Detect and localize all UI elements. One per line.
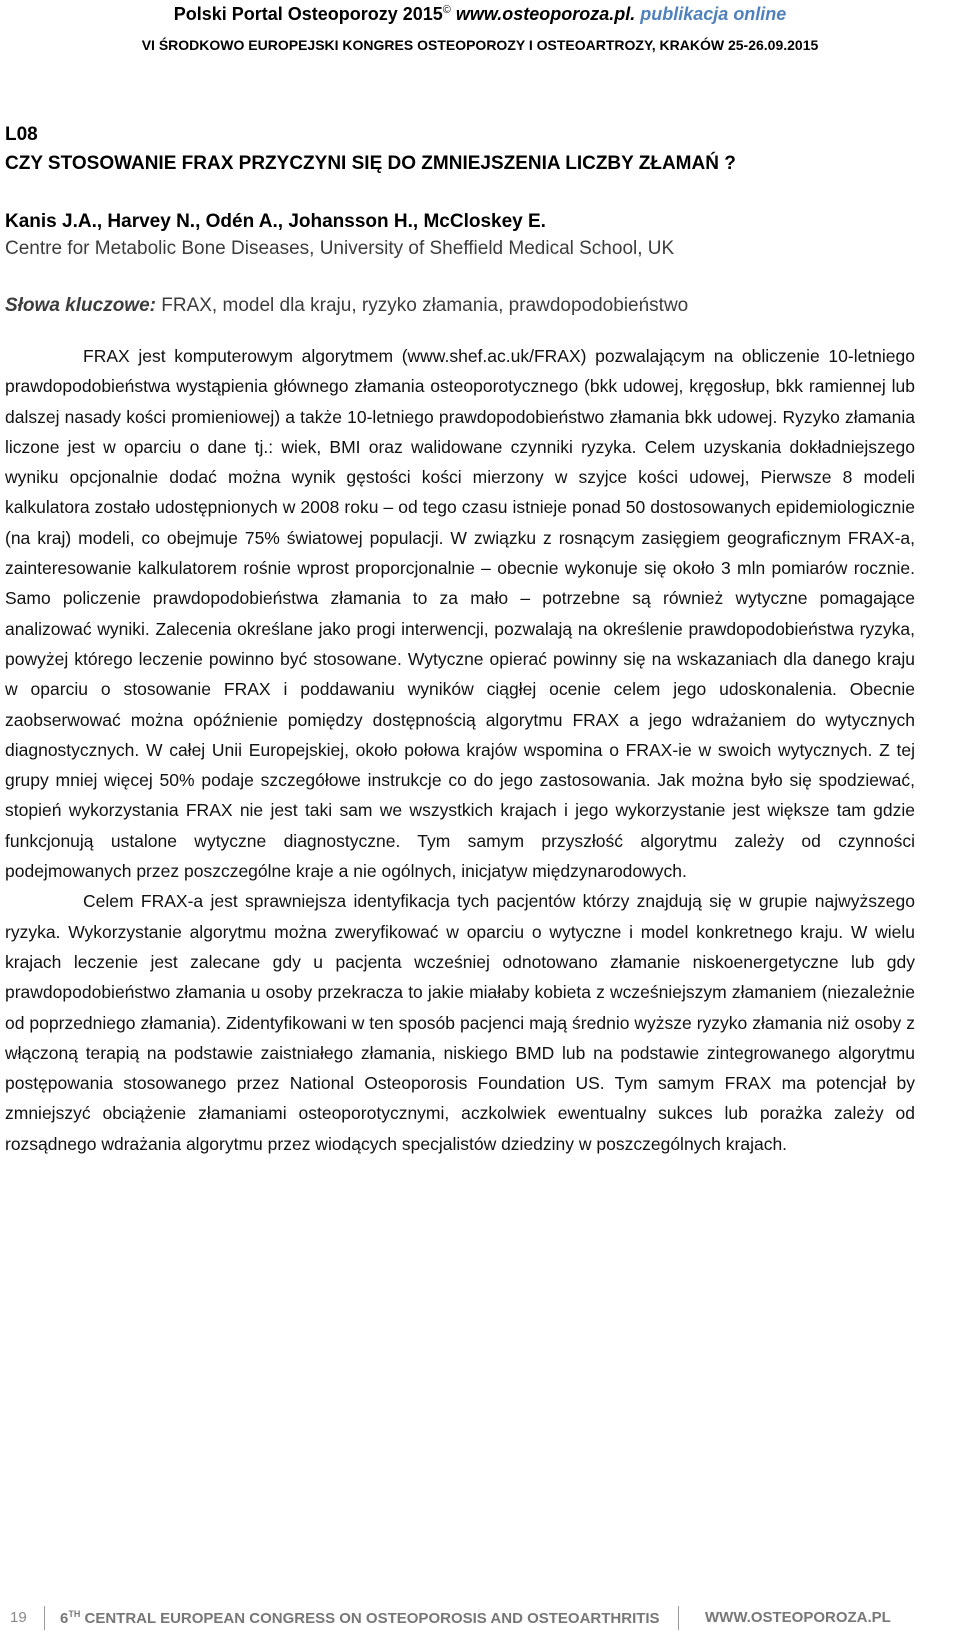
header-url[interactable]: www.osteoporoza.pl. bbox=[455, 4, 636, 24]
footer-url[interactable]: WWW.OSTEOPOROZA.PL bbox=[705, 1609, 891, 1626]
header-portal-name: Polski Portal Osteoporozy 2015 bbox=[173, 4, 443, 24]
footer-congress-name: CENTRAL EUROPEAN CONGRESS ON OSTEOPOROSIS AND OSTEOARTHRITIS bbox=[80, 1610, 660, 1627]
header-line-2: VI ŚRODKOWO EUROPEJSKI KONGRES OSTEOPOROZY I OSTEOARTROZY, KRAKÓW 25-26.09.2015 bbox=[141, 37, 819, 53]
footer-divider bbox=[678, 1606, 679, 1630]
abstract-code: L08 bbox=[5, 124, 38, 145]
copyright-symbol: © bbox=[442, 4, 451, 16]
header-line-1 bbox=[0, 4, 960, 25]
footer-ordinal: 6 bbox=[60, 1610, 69, 1627]
page-footer bbox=[0, 1596, 960, 1638]
abstract-body bbox=[5, 341, 915, 1159]
keywords-label: Słowa kluczowe: bbox=[5, 295, 156, 316]
keywords-list: FRAX, model dla kraju, ryzyko złamania, prawdopodobieństwo bbox=[155, 295, 689, 316]
footer-ordinal-suffix: TH bbox=[68, 1609, 81, 1619]
affiliation: Centre for Metabolic Bone Diseases, University of Sheffield Medical School, UK bbox=[5, 238, 675, 259]
footer-congress bbox=[60, 1609, 660, 1627]
page-number: 19 bbox=[10, 1609, 27, 1626]
paragraph-2: Celem FRAX-a jest sprawniejsza identyfikacja tych pacjentów którzy znajdują się w grupie najwyższego ryzyka. Wykorzystanie algorytmu można zweryfikować w oparciu o wytyczne i model konkretnego kraju. W wielu krajach leczenie jest zalecane gdy u pacjenta wcześniej odnotowano złamanie niskoenergetyczne lub gdy prawdopodobieństwo złamania u osoby przekracza to jakie miałaby kobieta z wcześniejszym złamaniem (niezależnie od poprzedniego złamania). Zidentyfikowani w ten sposób pacjenci mają średnio wyższe ryzyko złamania niż osoby z włączoną terapią na podstawie zaistniałego złamania, niskiego BMD lub na podstawie zintegrowanego algorytmu postępowania stosowanego przez National Osteoporosis Foundation US. Tym samym FRAX ma potencjał by zmniejszyć obciążenie złamaniami osteoporotycznymi, aczkolwiek ewentualny sukces lub porażka zależy od rozsądnego wdrażania algorytmu przez wiodących specjalistów dziedziny w poszczególnych krajach. bbox=[5, 891, 915, 1154]
abstract-title: CZY STOSOWANIE FRAX PRZYCZYNI SIĘ DO ZMNIEJSZENIA LICZBY ZŁAMAŃ ? bbox=[5, 153, 736, 174]
footer-divider bbox=[44, 1606, 45, 1630]
header-publication-note: publikacja online bbox=[640, 4, 787, 24]
authors: Kanis J.A., Harvey N., Odén A., Johansson H., McCloskey E. bbox=[5, 211, 546, 232]
keywords bbox=[5, 295, 688, 317]
paragraph-1: FRAX jest komputerowym algorytmem (www.shef.ac.uk/FRAX) pozwalającym na obliczenie 10-letniego prawdopodobieństwa wystąpienia głównego złamania osteoporotycznego (bkk udowej, kręgosłup, bkk ramiennej lub dalszej nasady kości promieniowej) a także 10-letniego prawdopodobieństwo złamania bkk udowej. Ryzyko złamania liczone jest w oparciu o dane tj.: wiek, BMI oraz walidowane czynniki ryzyka. Celem uzyskania dokładniejszego wyniku opcjonalnie dodać można wynik gęstości kości mierzony w szyjce kości udowej, Pierwsze 8 modeli kalkulatora zostało udostępnionych w 2008 roku – od tego czasu istnieje ponad 50 dostosowanych epidemiologicznie (na kraj) modeli, co obejmuje 75% światowej populacji. W związku z rosnącym zasięgiem geograficznym FRAX-a, zainteresowanie kalkulatorem rośnie wprost proporcjonalnie – obecnie wykonuje się około 3 mln pomiarów rocznie. Samo policzenie prawdopodobieństwa złamania to za mało – potrzebne są również wytyczne pomagające analizować wyniki. Zalecenia określane jako progi interwencji, pozwalają na określenie prawdopodobieństwa ryzyka, powyżej którego leczenie powinno być stosowane. Wytyczne opierać powinny się na wskazaniach dla danego kraju w oparciu o stosowanie FRAX i poddawaniu wyników ciągłej ocenie celem jego udoskonalenia. Obecnie zaobserwować można opóźnienie pomiędzy dostępnością algorytmu FRAX a jego wdrażaniem do wytycznych diagnostycznych. W całej Unii Europejskiej, około połowa krajów wspomina o FRAX-ie w swoich wytycznych. Z tej grupy mniej więcej 50% podaje szczegółowe instrukcje co do jego zastosowania. Jak można było się spodziewać, stopień wykorzystania FRAX nie jest taki sam we wszystkich krajach i jego wykorzystanie jest większe tam gdzie funkcjonują ustalone wytyczne diagnostyczne. Tym samym przyszłość algorytmu zależy od czynności podejmowanych przez poszczególne kraje a nie ogólnych, inicjatyw międzynarodowych. bbox=[5, 346, 915, 882]
